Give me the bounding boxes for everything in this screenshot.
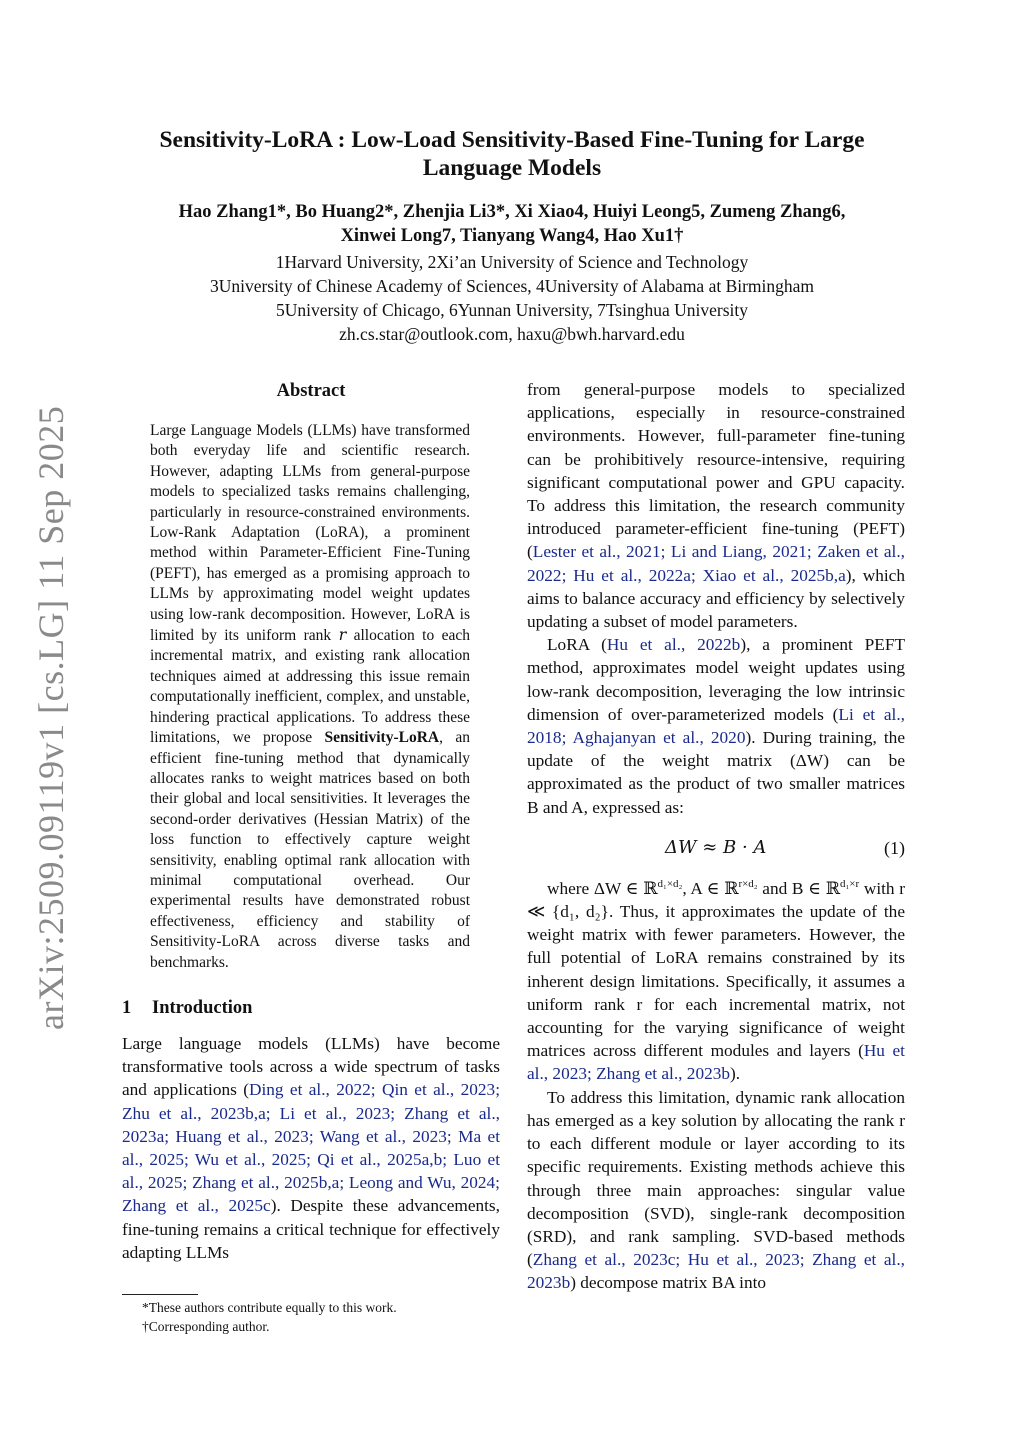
rc-p1-text-end: ), which aims to balance accuracy and efficiency by selectively updating a subset of model parameters. — [527, 565, 905, 632]
citation-link[interactable]: Ding et al., 2022; Qin et al., 2023; Zhu et al., 2023b,a; Li et al., 2023; Zhang et al., 2023a; Huang et al., 2023; Wang et al., 2023; Ma et al., 2025; Wu et al., 2025; Qi et al., 2025a,b; Luo et al., 2025; Zhang et al., 2025b,a; Leong and Wu, 2024; Zhang et al., 2025c — [122, 1080, 500, 1216]
authors-line-2: Xinwei Long7, Tianyang Wang4, Hao Xu1† — [340, 226, 684, 246]
intro-paragraph-1 — [122, 1032, 500, 1264]
equation-number: (1) — [884, 837, 905, 858]
right-paragraph-1 — [527, 378, 905, 633]
footnote-corresponding-author: †Corresponding author. — [142, 1319, 270, 1334]
right-paragraph-4 — [527, 1086, 905, 1295]
section-number: 1 — [122, 997, 132, 1018]
section-title: Introduction — [152, 997, 253, 1018]
authors-line-1: Hao Zhang1*, Bo Huang2*, Zhenjia Li3*, Xi Xiao4, Huiyi Leong5, Zumeng Zhang6, — [178, 202, 846, 222]
author-emails: zh.cs.star@outlook.com, haxu@bwh.harvard.edu — [339, 324, 685, 344]
citation-link[interactable]: Li et al., 2018; Aghajanyan et al., 2020 — [527, 704, 905, 748]
author-list — [110, 200, 914, 248]
abstract-method-name: Sensitivity-LoRA — [324, 729, 440, 747]
affiliation-line-3: 5University of Chicago, 6Yunnan University, 7Tsinghua University — [275, 300, 749, 320]
affiliations — [110, 250, 914, 346]
abstract-heading: Abstract — [276, 381, 346, 401]
right-paragraph-3 — [527, 877, 905, 1086]
rc-p3-text-e: ). — [730, 1064, 741, 1084]
section-heading-introduction — [122, 995, 500, 1021]
citation-link[interactable]: Hu et al., 2023; Zhang et al., 2023b — [527, 1041, 905, 1084]
affiliation-line-2: 3University of Chinese Academy of Sciences, 4University of Alabama at Birmingham — [209, 276, 815, 296]
rc-p4-text-b: ) decompose matrix BA into — [570, 1273, 767, 1293]
intro-p1-text-end: ). Despite these advancements, fine-tuning remains a critical technique for effectively adapting LLMs — [122, 1196, 500, 1262]
rc-p3-text-b: , A ∈ ℝ — [682, 878, 739, 898]
rc-p2-text-b: ), a prominent PEFT method, approximates model weight updates using low-rank decomposition, leveraging the low intrinsic dimension of over-parameterized models ( — [527, 635, 905, 724]
abstract-rank-symbol: r — [338, 625, 347, 645]
rc-p2-text-a: LoRA ( — [547, 635, 607, 655]
rc-p2-text-c: ). During training, the update of the weight matrix (ΔW) can be approximated as the product of two smaller matrices B and A, expressed as: — [527, 728, 905, 817]
right-column — [527, 378, 905, 1295]
rc-p4-text-a: To address this limitation, dynamic rank allocation has emerged as a key solution by allocating the rank r to each different module or layer according to its specific requirements. Existing methods achieve this through three main approaches: singular value decomposition (SVD), single-rank decomposition (SRD), and rank sampling. SVD-based methods ( — [527, 1087, 905, 1270]
superscript-dims-1: d₁×d₂ — [657, 878, 683, 891]
intro-p1-text: Large language models (LLMs) have become transformative tools across a wide spectrum of tasks and applications ( — [122, 1033, 500, 1100]
superscript-dims-3: d₁×r — [839, 878, 860, 891]
rc-p1-text: from general-purpose models to specialized applications, especially in resource-constrained environments. However, full-parameter fine-tuning can be prohibitively resource-intensive, requiring significant computational power and GPU capacity. To address this limitation, the research community introduced parameter-efficient fine-tuning (PEFT) ( — [527, 380, 905, 562]
right-paragraph-2 — [527, 633, 905, 819]
footnote-divider — [122, 1294, 198, 1295]
footnote-equal-contribution: *These authors contribute equally to this work. — [142, 1300, 397, 1315]
affiliation-line-1: 1Harvard University, 2Xi’an University of Science and Technology — [275, 252, 749, 272]
paper-title: Sensitivity-LoRA : Low-Load Sensitivity-Based Fine-Tuning for Large Language Models — [159, 127, 865, 181]
abstract-part-1: Large Language Models (LLMs) have transformed both everyday life and scientific research. However, adapting LLMs from general-purpose models to specialized tasks remains challenging, particularly in resource-constrained environments. Low-Rank Adaptation (LoRA), a prominent method within Parameter-Efficient Fine-Tuning (PEFT), has emerged as a promising approach to LLMs by approximating model weight updates using low-rank decomposition. However, LoRA is limited by its uniform rank — [150, 422, 470, 645]
arxiv-identifier: arXiv:2509.09119v1 [cs.LG] 11 Sep 2025 — [31, 405, 71, 1030]
equation-body: ΔW ≈ B · A — [665, 836, 767, 858]
abstract-part-2: allocation to each incremental matrix, and existing rank allocation techniques aimed at addressing this issue remain computationally inefficient, complex, and unstable, hindering practical applications. To address these limitations, we propose — [150, 627, 470, 747]
rc-p3-text-d: with r ≪ {d₁, d₂}. Thus, it approximates the update of the weight matrix with fewer parameters. However, the full potential of LoRA remains constrained by its inherent design limitations. Specifically, it assumes a uniform rank r for each incremental matrix, not accounting for the varying significance of weight matrices across different modules and layers ( — [527, 878, 905, 1061]
citation-link[interactable]: Hu et al., 2022b — [606, 635, 741, 655]
abstract-part-3: , an efficient fine-tuning method that dynamically allocates ranks to weight matrices based on both their global and local sensitivities. It leverages the second-order derivatives (Hessian Matrix) of the loss function to effectively capture weight sensitivity, enabling optimal rank allocation with minimal computational overhead. Our experimental results have demonstrated robust effectiveness, efficiency and stability of Sensitivity-LoRA across diverse tasks and benchmarks. — [150, 729, 471, 971]
citation-link[interactable]: Zhang et al., 2023c; Hu et al., 2023; Zhang et al., 2023b — [527, 1250, 905, 1293]
abstract-text — [150, 421, 470, 973]
rc-p3-text-a: where ΔW ∈ ℝ — [547, 878, 658, 898]
equation-1 — [527, 819, 905, 877]
footnotes — [122, 1298, 500, 1336]
citation-link[interactable]: Lester et al., 2021; Li and Liang, 2021; Zaken et al., 2022; Hu et al., 2022a; Xiao et al., 2025b,a — [527, 542, 905, 585]
left-column — [122, 378, 500, 1264]
superscript-dims-2: r×d₂ — [738, 878, 758, 891]
rc-p3-text-c: and B ∈ ℝ — [757, 878, 840, 898]
